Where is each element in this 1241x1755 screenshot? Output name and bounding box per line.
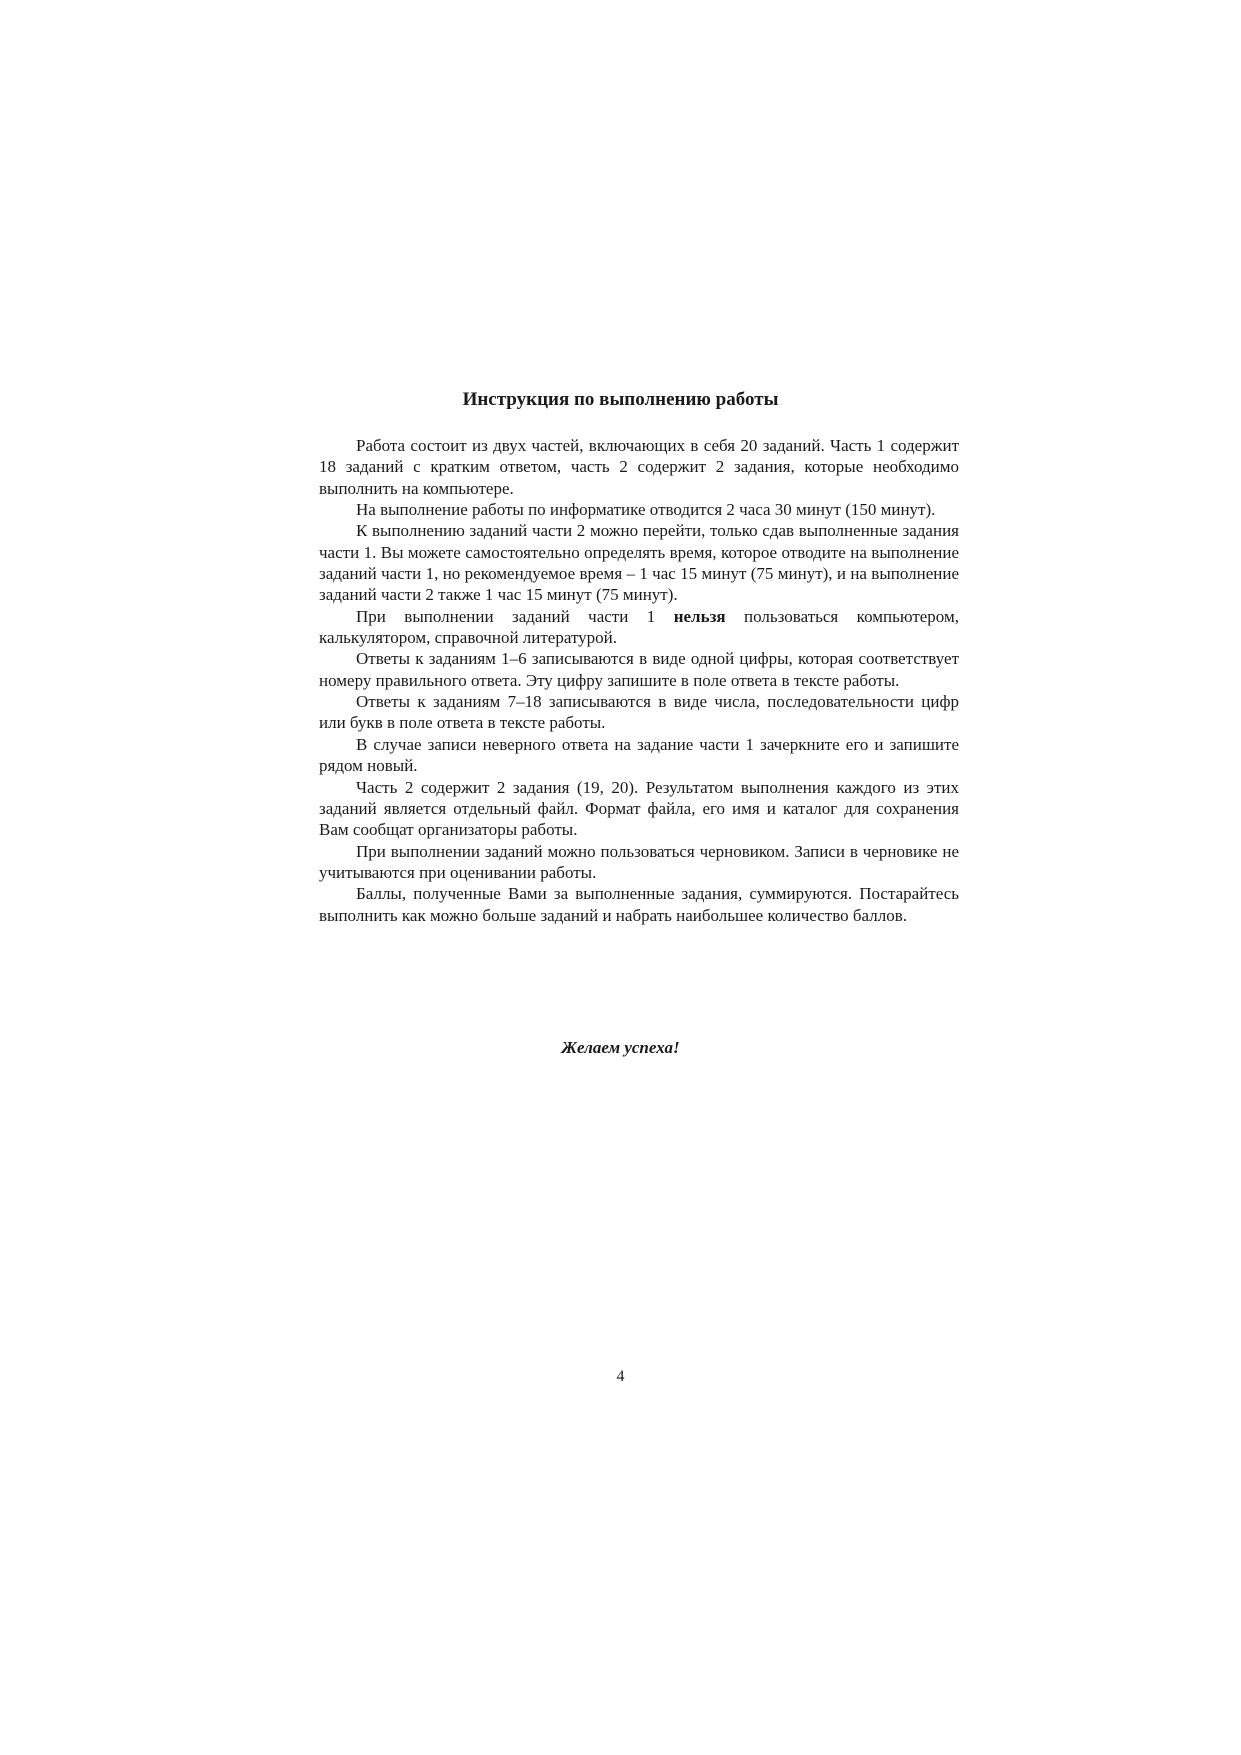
paragraph-draft: При выполнении заданий можно пользоваться черновиком. Записи в черновике не учитываются при оценивании работы. <box>319 841 959 882</box>
paragraph-duration: На выполнение работы по информатике отводится 2 часа 30 минут (150 минут). <box>356 500 936 520</box>
paragraph-part2-files: Часть 2 содержит 2 задания (19, 20). Результатом выполнения каждого из этих заданий является отдельный файл. Формат файла, его имя и каталог для сохранения Вам сообщат организаторы работы. <box>319 777 959 840</box>
paragraph-answers-1-6: Ответы к заданиям 1–6 записываются в виде одной цифры, которая соответствует номеру правильного ответа. Эту цифру запишите в поле ответа в тексте работы. <box>319 649 959 690</box>
paragraph-corrections: В случае записи неверного ответа на задание части 1 зачеркните его и запишите рядом новый. <box>319 734 959 776</box>
closing-wish: Желаем успеха! <box>561 1038 680 1057</box>
paragraph-part2-access: К выполнению заданий части 2 можно перейти, только сдав выполненные задания части 1. Вы можете самостоятельно определять время, которое отводите на выполнение заданий части 1, но рекомендуемое время – 1 час 15 минут (75 минут), и на выполнение заданий части 2 также 1 час 15 минут (75 минут). <box>319 521 959 605</box>
instructions-body <box>319 435 959 926</box>
paragraph-structure: Работа состоит из двух частей, включающих в себя 20 заданий. Часть 1 содержит 18 заданий с кратким ответом, часть 2 содержит 2 задания, которые необходимо выполнить на компьютере. <box>319 436 959 498</box>
paragraph-prohibition-after: пользоваться компьютером, калькулятором, справочной литературой. <box>319 606 959 648</box>
paragraph-answers-7-18: Ответы к заданиям 7–18 записываются в виде числа, последовательности цифр или букв в поле ответа в тексте работы. <box>319 692 959 733</box>
paragraph-prohibition <box>319 606 959 649</box>
page-title: Инструкция по выполнению работы <box>462 389 779 410</box>
paragraph-prohibition-before: При выполнении заданий части 1 <box>356 606 674 626</box>
page-number: 4 <box>616 1368 625 1385</box>
paragraph-scoring: Баллы, полученные Вами за выполненные задания, суммируются. Постарайтесь выполнить как можно больше заданий и набрать наибольшее количество баллов. <box>319 884 959 925</box>
prohibition-emphasis: нельзя <box>673 606 726 626</box>
